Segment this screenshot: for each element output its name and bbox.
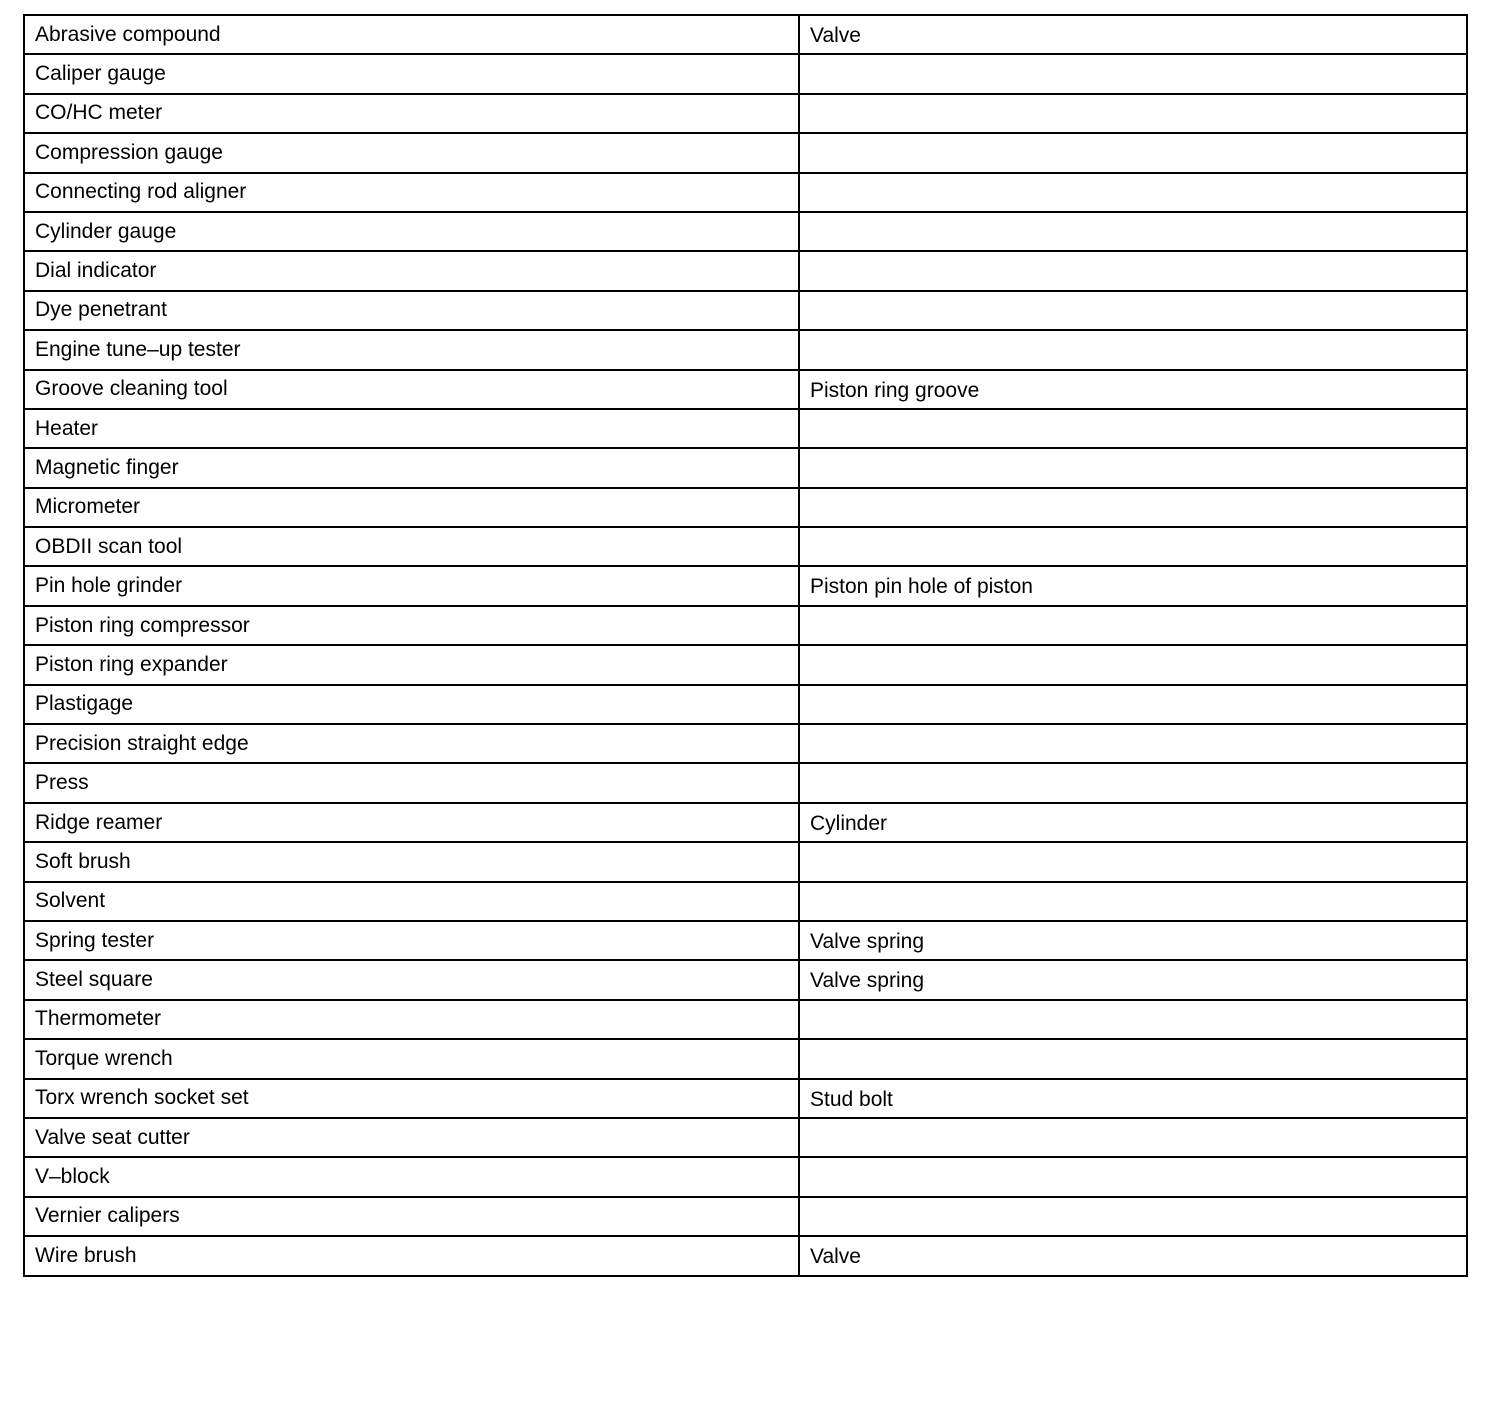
table-row: [24, 527, 1467, 566]
table-row: [24, 54, 1467, 93]
tools-table: [23, 14, 1468, 1277]
part-cell: [799, 291, 1467, 330]
tool-cell: Abrasive compound: [24, 15, 799, 54]
tool-cell: Engine tune–up tester: [24, 330, 799, 369]
table-row: [24, 566, 1467, 605]
table-row: [24, 94, 1467, 133]
tool-cell: Connecting rod aligner: [24, 173, 799, 212]
table-row: [24, 409, 1467, 448]
part-cell: Valve: [799, 15, 1467, 54]
part-cell: [799, 606, 1467, 645]
part-cell: [799, 330, 1467, 369]
part-cell: Valve: [799, 1236, 1467, 1275]
table-row: [24, 488, 1467, 527]
tool-cell: Piston ring expander: [24, 645, 799, 684]
part-cell: [799, 842, 1467, 881]
table-row: [24, 960, 1467, 999]
tool-cell: V–block: [24, 1157, 799, 1196]
part-cell: [799, 1000, 1467, 1039]
table-row: [24, 15, 1467, 54]
tool-cell: Torx wrench socket set: [24, 1079, 799, 1118]
part-cell: [799, 488, 1467, 527]
part-cell: Piston pin hole of piston: [799, 566, 1467, 605]
part-cell: [799, 173, 1467, 212]
part-cell: [799, 251, 1467, 290]
part-cell: [799, 212, 1467, 251]
tool-cell: Piston ring compressor: [24, 606, 799, 645]
table-row: [24, 1079, 1467, 1118]
part-cell: [799, 94, 1467, 133]
table-row: [24, 685, 1467, 724]
table-row: [24, 803, 1467, 842]
table-row: [24, 606, 1467, 645]
part-cell: [799, 409, 1467, 448]
part-cell: [799, 724, 1467, 763]
part-cell: Valve spring: [799, 921, 1467, 960]
part-cell: [799, 133, 1467, 172]
table-row: [24, 1157, 1467, 1196]
part-cell: [799, 763, 1467, 802]
part-cell: Piston ring groove: [799, 370, 1467, 409]
part-cell: Stud bolt: [799, 1079, 1467, 1118]
table-row: [24, 173, 1467, 212]
tool-cell: Magnetic finger: [24, 448, 799, 487]
table-row: [24, 1118, 1467, 1157]
part-cell: [799, 448, 1467, 487]
table-row: [24, 763, 1467, 802]
tools-table-body: [24, 15, 1467, 1276]
part-cell: [799, 1118, 1467, 1157]
tool-cell: Caliper gauge: [24, 54, 799, 93]
tool-cell: CO/HC meter: [24, 94, 799, 133]
tool-cell: Pin hole grinder: [24, 566, 799, 605]
tool-cell: Vernier calipers: [24, 1197, 799, 1236]
table-row: [24, 212, 1467, 251]
tool-cell: Groove cleaning tool: [24, 370, 799, 409]
tool-cell: Heater: [24, 409, 799, 448]
table-row: [24, 133, 1467, 172]
tool-cell: Compression gauge: [24, 133, 799, 172]
tool-cell: Plastigage: [24, 685, 799, 724]
part-cell: Cylinder: [799, 803, 1467, 842]
table-row: [24, 330, 1467, 369]
tool-cell: Solvent: [24, 882, 799, 921]
table-row: [24, 882, 1467, 921]
tool-cell: Dye penetrant: [24, 291, 799, 330]
tool-cell: Cylinder gauge: [24, 212, 799, 251]
table-row: [24, 645, 1467, 684]
part-cell: [799, 527, 1467, 566]
tool-cell: Ridge reamer: [24, 803, 799, 842]
part-cell: Valve spring: [799, 960, 1467, 999]
table-row: [24, 370, 1467, 409]
table-row: [24, 1197, 1467, 1236]
table-row: [24, 251, 1467, 290]
part-cell: [799, 1039, 1467, 1078]
tool-cell: Steel square: [24, 960, 799, 999]
table-row: [24, 921, 1467, 960]
part-cell: [799, 882, 1467, 921]
part-cell: [799, 645, 1467, 684]
tool-cell: Press: [24, 763, 799, 802]
table-row: [24, 842, 1467, 881]
tool-cell: Micrometer: [24, 488, 799, 527]
table-row: [24, 448, 1467, 487]
tool-cell: Spring tester: [24, 921, 799, 960]
tool-cell: Soft brush: [24, 842, 799, 881]
tool-cell: Valve seat cutter: [24, 1118, 799, 1157]
part-cell: [799, 685, 1467, 724]
tool-cell: Wire brush: [24, 1236, 799, 1275]
table-row: [24, 1000, 1467, 1039]
part-cell: [799, 1157, 1467, 1196]
table-row: [24, 291, 1467, 330]
tool-cell: Torque wrench: [24, 1039, 799, 1078]
table-row: [24, 724, 1467, 763]
tool-cell: Dial indicator: [24, 251, 799, 290]
tool-cell: Thermometer: [24, 1000, 799, 1039]
table-row: [24, 1236, 1467, 1275]
part-cell: [799, 1197, 1467, 1236]
tool-cell: OBDII scan tool: [24, 527, 799, 566]
part-cell: [799, 54, 1467, 93]
tool-cell: Precision straight edge: [24, 724, 799, 763]
table-row: [24, 1039, 1467, 1078]
